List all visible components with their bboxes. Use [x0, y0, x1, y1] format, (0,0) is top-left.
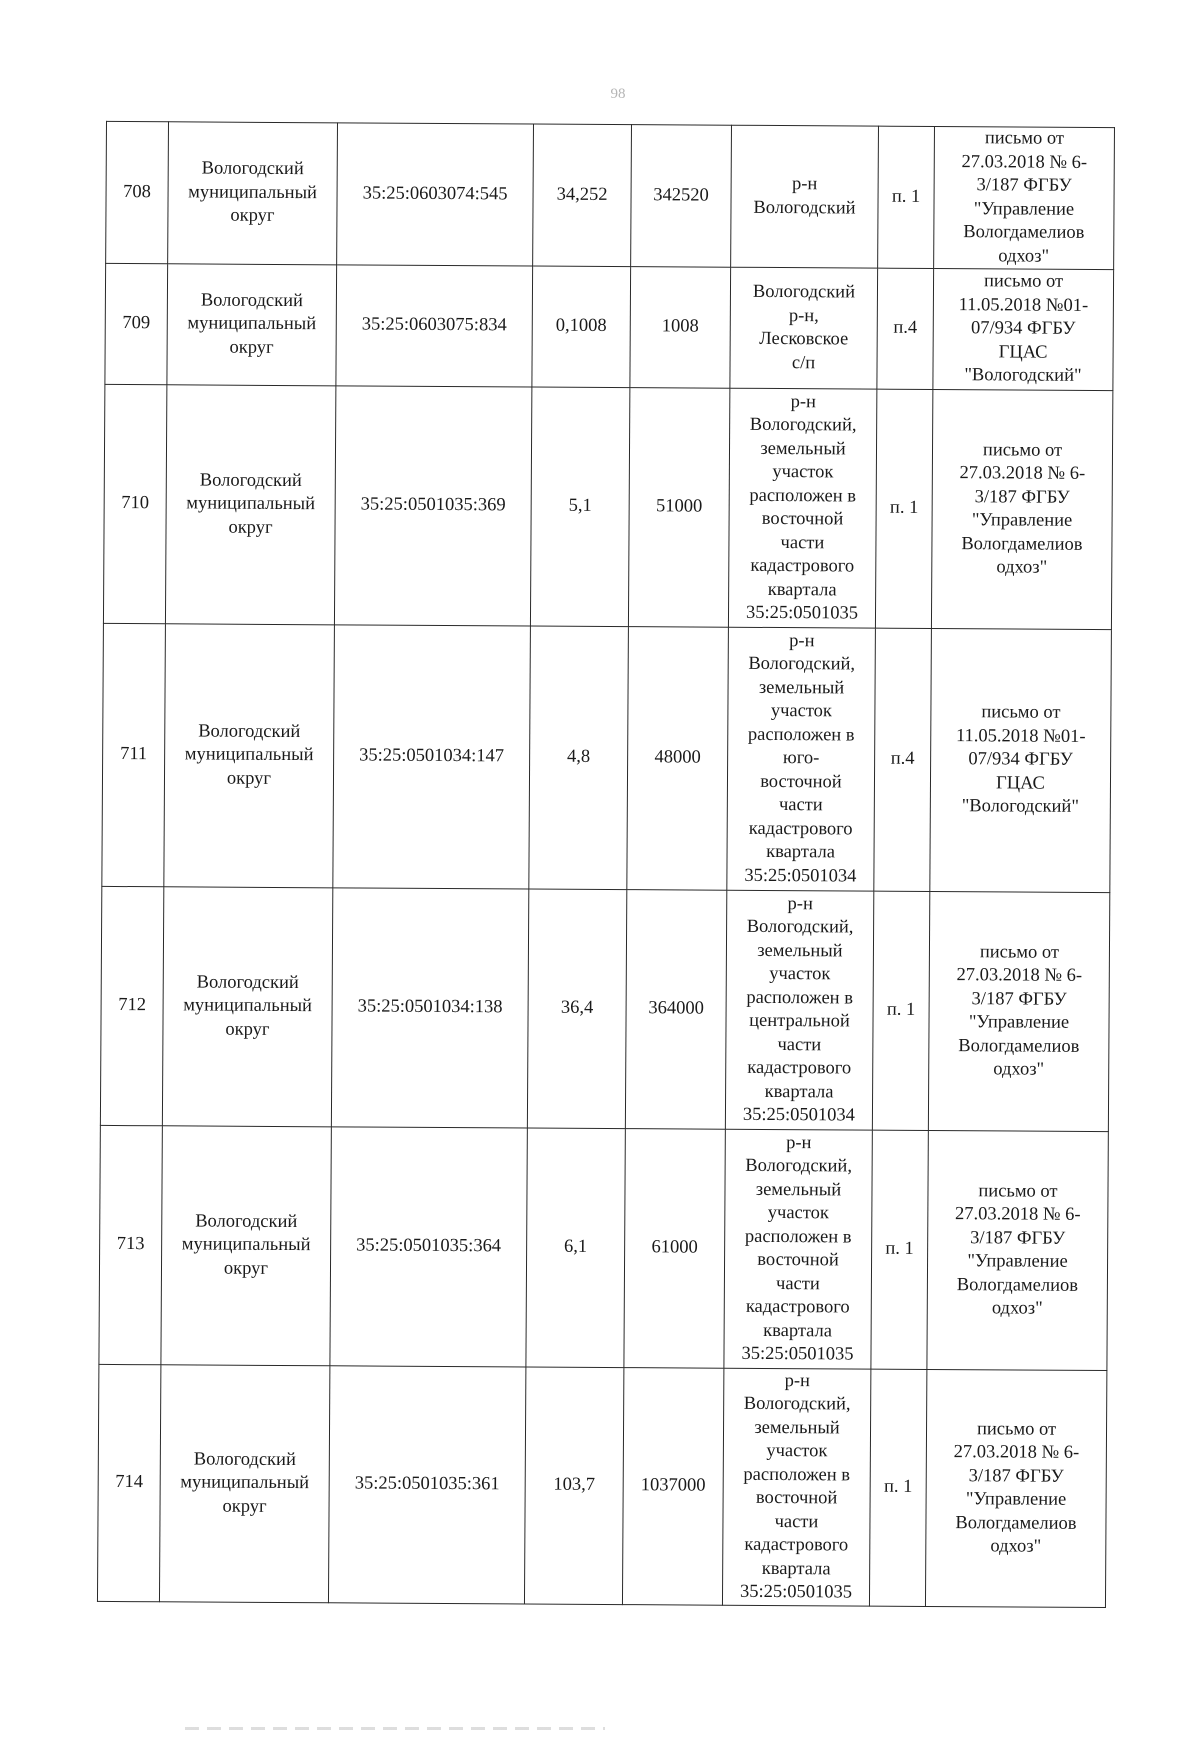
scan-artifact: [185, 1727, 605, 1730]
table-row: [100, 886, 1109, 1131]
clause-cell: п. 1: [875, 389, 932, 628]
address-cell: р-н Вологодский, земельный участок расположен в восточной части кадастрового квартала 35:25:0501035: [724, 1129, 872, 1369]
area-sqm-cell: 364000: [625, 890, 726, 1130]
address-cell: р-н Вологодский, земельный участок расположен в восточной части кадастрового квартала 35:25:0501035: [722, 1368, 870, 1606]
cadastral-number-cell: 35:25:0501035:369: [334, 386, 531, 626]
table-row: [105, 263, 1114, 390]
cadastral-number-cell: 35:25:0501034:147: [333, 625, 531, 889]
row-number: 714: [97, 1364, 160, 1601]
cadastral-number-cell: 35:25:0603075:834: [336, 265, 533, 387]
area-sqm-cell: 61000: [624, 1129, 725, 1369]
basis-cell: письмо от 11.05.2018 №01- 07/934 ФГБУ ГЦАС "Вологодский": [930, 628, 1112, 892]
land-plots-table: [97, 121, 1115, 1608]
row-number: 710: [103, 384, 166, 623]
basis-cell: письмо от 27.03.2018 № 6- 3/187 ФГБУ "Управление Вологдамелиов одхоз": [927, 1130, 1108, 1370]
row-number: 713: [99, 1125, 162, 1364]
owner-cell: Вологодский муниципальный округ: [159, 1365, 329, 1603]
owner-cell: Вологодский муниципальный округ: [162, 887, 332, 1127]
area-ha-cell: 0,1008: [532, 266, 631, 388]
basis-cell: письмо от 11.05.2018 №01- 07/934 ФГБУ ГЦАС "Вологодский": [933, 268, 1114, 390]
area-ha-cell: 5,1: [530, 387, 629, 627]
row-number: 708: [106, 121, 169, 263]
address-cell: р-н Вологодский, земельный участок расположен в юго- восточной части кадастрового квартала 35:25:0501034: [727, 627, 876, 891]
table-row: [99, 1125, 1108, 1370]
area-sqm-cell: 1008: [630, 267, 731, 389]
basis-cell: письмо от 27.03.2018 № 6- 3/187 ФГБУ "Управление Вологдамелиов одхоз": [934, 126, 1115, 269]
owner-cell: Вологодский муниципальный округ: [164, 624, 335, 888]
clause-cell: п. 1: [869, 1369, 926, 1606]
area-sqm-cell: 1037000: [622, 1368, 723, 1606]
clause-cell: п.4: [877, 268, 934, 389]
clause-cell: п.4: [874, 628, 932, 891]
basis-cell: письмо от 27.03.2018 № 6- 3/187 ФГБУ "Управление Вологдамелиов одхоз": [928, 891, 1109, 1131]
table-row: [106, 121, 1115, 269]
row-number: 711: [102, 623, 166, 886]
area-ha-cell: 34,252: [533, 124, 632, 267]
owner-cell: Вологодский муниципальный округ: [165, 385, 335, 625]
clause-cell: п. 1: [871, 1130, 928, 1369]
area-ha-cell: 4,8: [529, 626, 629, 890]
address-cell: р-н Вологодский, земельный участок расположен в восточной части кадастрового квартала 35:25:0501035: [728, 388, 876, 628]
basis-cell: письмо от 27.03.2018 № 6- 3/187 ФГБУ "Управление Вологдамелиов одхоз": [931, 389, 1112, 629]
clause-cell: п. 1: [872, 891, 929, 1130]
cadastral-number-cell: 35:25:0501034:138: [331, 888, 528, 1128]
owner-cell: Вологодский муниципальный округ: [161, 1126, 331, 1366]
page-number: 98: [610, 86, 626, 102]
table-row: [97, 1364, 1106, 1607]
table-row: [102, 623, 1112, 892]
table-row: [103, 384, 1112, 629]
area-ha-cell: 36,4: [527, 889, 626, 1129]
area-ha-cell: 6,1: [526, 1128, 625, 1368]
owner-cell: Вологодский муниципальный округ: [167, 264, 337, 386]
row-number: 712: [100, 886, 163, 1125]
basis-cell: письмо от 27.03.2018 № 6- 3/187 ФГБУ "Управление Вологдамелиов одхоз": [925, 1369, 1106, 1607]
area-ha-cell: 103,7: [524, 1367, 623, 1605]
area-sqm-cell: 51000: [628, 388, 729, 628]
cadastral-number-cell: 35:25:0501035:361: [328, 1366, 525, 1604]
address-cell: р-н Вологодский, земельный участок расположен в центральной части кадастрового квартала 35:25:0501034: [725, 890, 873, 1130]
cadastral-number-cell: 35:25:0603074:545: [337, 123, 534, 266]
area-sqm-cell: 342520: [631, 125, 732, 268]
owner-cell: Вологодский муниципальный округ: [168, 122, 338, 265]
row-number: 709: [105, 263, 168, 384]
address-cell: Вологодский р-н, Лесковское с/п: [730, 267, 878, 389]
cadastral-number-cell: 35:25:0501035:364: [330, 1127, 527, 1367]
address-cell: р-н Вологодский: [731, 125, 879, 268]
clause-cell: п. 1: [878, 126, 935, 268]
area-sqm-cell: 48000: [627, 627, 729, 891]
